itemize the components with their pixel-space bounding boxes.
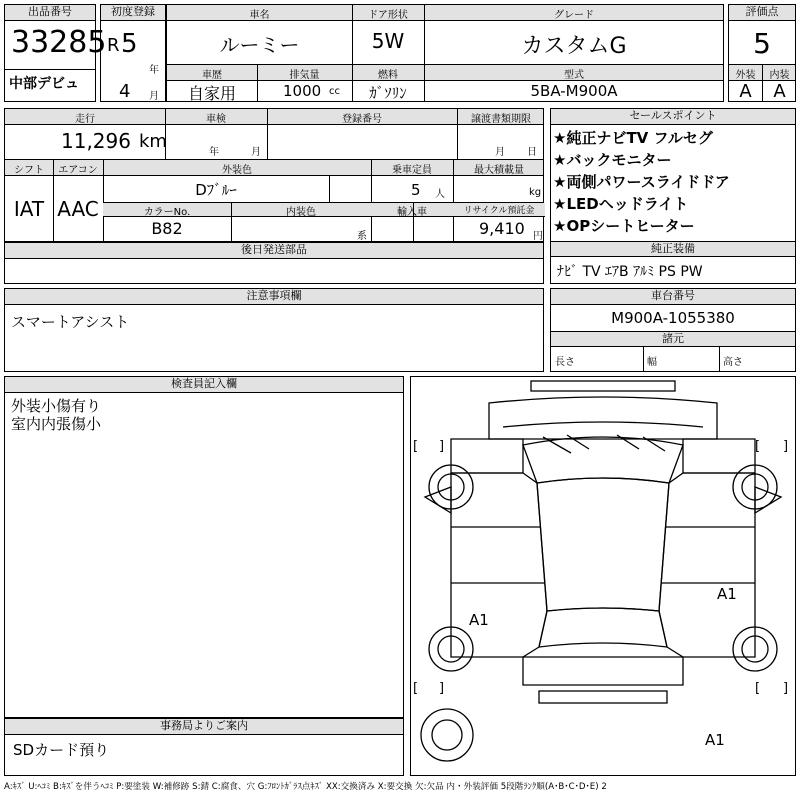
transfer-label: 譲渡書類期限: [471, 114, 531, 125]
length-label: 長さ: [555, 357, 575, 368]
door-type: 5W: [371, 29, 405, 53]
chassis-label: 車台番号: [551, 289, 795, 305]
ac: AAC: [57, 197, 99, 221]
color-no-label: カラーNo.: [143, 207, 191, 218]
era: R: [107, 35, 120, 56]
recycle-label: リサイクル預託金: [463, 206, 535, 216]
recycle-unit: 円: [533, 231, 543, 242]
first-reg-label: 初度登録: [101, 5, 165, 21]
equipment: ﾅﾋﾞ TV ｴｱB ｱﾙﾐ PS PW: [557, 264, 703, 280]
grade: カスタムG: [521, 34, 627, 59]
history-label: 車歴: [202, 70, 222, 81]
displacement-label: 排気量: [289, 70, 320, 81]
color-label: 外装色: [222, 165, 252, 176]
dims-label: 諸元: [551, 331, 795, 347]
later-parts-box: [4, 242, 544, 284]
sales-points: [553, 127, 730, 237]
import-label: 輸入車: [397, 207, 427, 218]
interior-label: 内装: [769, 70, 790, 81]
mileage: 11,296: [61, 129, 131, 153]
inspection-year-unit: 年: [209, 147, 219, 158]
later-parts-label: 後日発送部品: [5, 243, 543, 259]
door-label: ドア形状: [368, 10, 408, 21]
car-diagram: [410, 376, 796, 776]
office-text: SDカード預り: [13, 741, 110, 759]
reg-month: 4: [119, 81, 131, 102]
bracket-left-top: [: [413, 439, 419, 454]
bracket-right-rear-open: [: [755, 681, 761, 696]
lot-box: [4, 4, 107, 102]
transfer-month-unit: 月: [495, 147, 505, 158]
capacity-unit: 人: [435, 189, 445, 200]
interior-color-unit: 系: [357, 231, 367, 242]
mileage-label: 走行: [75, 114, 95, 125]
office-box: [4, 718, 404, 776]
damage-mark: A1: [469, 611, 489, 629]
displacement-unit: cc: [329, 86, 340, 97]
car-name-label: 車名: [249, 10, 270, 21]
score-box: [728, 4, 796, 102]
debut-text: 中部デビュ: [9, 76, 79, 92]
chassis-box: [550, 288, 796, 372]
bracket-right-top: [: [755, 439, 761, 454]
lot-number: 33285: [11, 25, 107, 60]
car-name: ルーミー: [219, 33, 300, 57]
model-label: 型式: [564, 70, 584, 81]
notes-box: [4, 288, 544, 372]
damage-mark: A1: [705, 731, 725, 749]
interior-grade: A: [773, 81, 786, 102]
load-label: 最大積載量: [474, 165, 524, 176]
chassis-number: M900A-1055380: [611, 309, 735, 327]
load-unit: kg: [529, 187, 542, 198]
sales-point: ★純正ナビTV フルセグ: [553, 129, 713, 147]
office-label: 事務局よりご案内: [5, 719, 403, 735]
inspector-line: 室内内張傷小: [11, 415, 102, 433]
bracket-right-bottom: ]: [783, 439, 789, 454]
inspector-line: 外装小傷有り: [11, 397, 102, 415]
fuel-label: 燃料: [378, 70, 398, 81]
capacity: 5: [411, 181, 421, 199]
width-label: 幅: [647, 357, 657, 368]
shift-label: シフト: [14, 165, 44, 176]
inspector-label: 検査員記入欄: [5, 377, 403, 393]
reg-year: 5: [121, 29, 138, 59]
lot-label: 出品番号: [5, 5, 95, 21]
mileage-unit: km: [139, 131, 167, 152]
sales-box: [550, 108, 796, 284]
notes-text: スマートアシスト: [11, 313, 130, 331]
model: 5BA-M900A: [530, 82, 618, 100]
exterior-grade: A: [739, 81, 752, 102]
shift: IAT: [13, 197, 45, 221]
capacity-label: 乗車定員: [392, 165, 432, 176]
inspection-label: 車検: [206, 114, 226, 125]
car-outline: [411, 377, 795, 775]
color-number: B82: [151, 219, 183, 238]
height-label: 高さ: [723, 357, 743, 368]
exterior-label: 外装: [735, 70, 756, 81]
sales-point: ★OPシートヒーター: [553, 217, 695, 235]
recycle-amount: 9,410: [479, 219, 525, 238]
equipment-label: 純正装備: [551, 241, 795, 257]
exterior-color: Dﾌﾞﾙｰ: [195, 181, 237, 199]
score: 5: [753, 27, 771, 60]
displacement: 1000: [283, 82, 322, 100]
inspector-box: [4, 376, 404, 718]
ac-label: エアコン: [58, 165, 98, 176]
sales-point: ★LEDヘッドライト: [553, 195, 689, 213]
first-reg-box: [100, 4, 166, 102]
spec-box: [4, 108, 544, 242]
car-info-box: [166, 4, 724, 102]
history: 自家用: [187, 84, 236, 103]
regno-label: 登録番号: [342, 114, 382, 125]
inspection-month-unit: 月: [251, 147, 261, 158]
notes-label: 注意事項欄: [5, 289, 543, 305]
sales-point: ★両側パワースライドドア: [553, 173, 730, 191]
year-unit: 年: [149, 65, 159, 76]
transfer-day-unit: 日: [527, 147, 537, 158]
interior-color-label: 内装色: [286, 207, 316, 218]
fuel: ｶﾞｿﾘﾝ: [369, 84, 407, 102]
legend: A:ｷｽﾞ U:ﾍｺﾐ B:ｷｽﾞを伴うﾍｺﾐ P:要塗装 W:補修跡 S:錆 C:腐食、穴 G:ﾌﾛﾝﾄｶﾞﾗｽ点ｷｽﾞ XX:交換済み X:要交換 欠:欠品 内・外装評価 5段階ﾗﾝｸ順(A･B･C･D･E) 2: [4, 782, 607, 792]
bracket-left-bottom: ]: [439, 439, 445, 454]
grade-label: グレード: [554, 10, 594, 21]
month-unit: 月: [149, 91, 159, 102]
damage-mark: A1: [717, 585, 737, 603]
sales-label: セールスポイント: [551, 109, 795, 125]
score-label: 評価点: [729, 5, 795, 21]
bracket-left-rear-open: [: [413, 681, 419, 696]
bracket-right-rear-close: ]: [783, 681, 789, 696]
bracket-left-rear-close: ]: [439, 681, 445, 696]
sales-point: ★バックモニター: [553, 151, 672, 169]
